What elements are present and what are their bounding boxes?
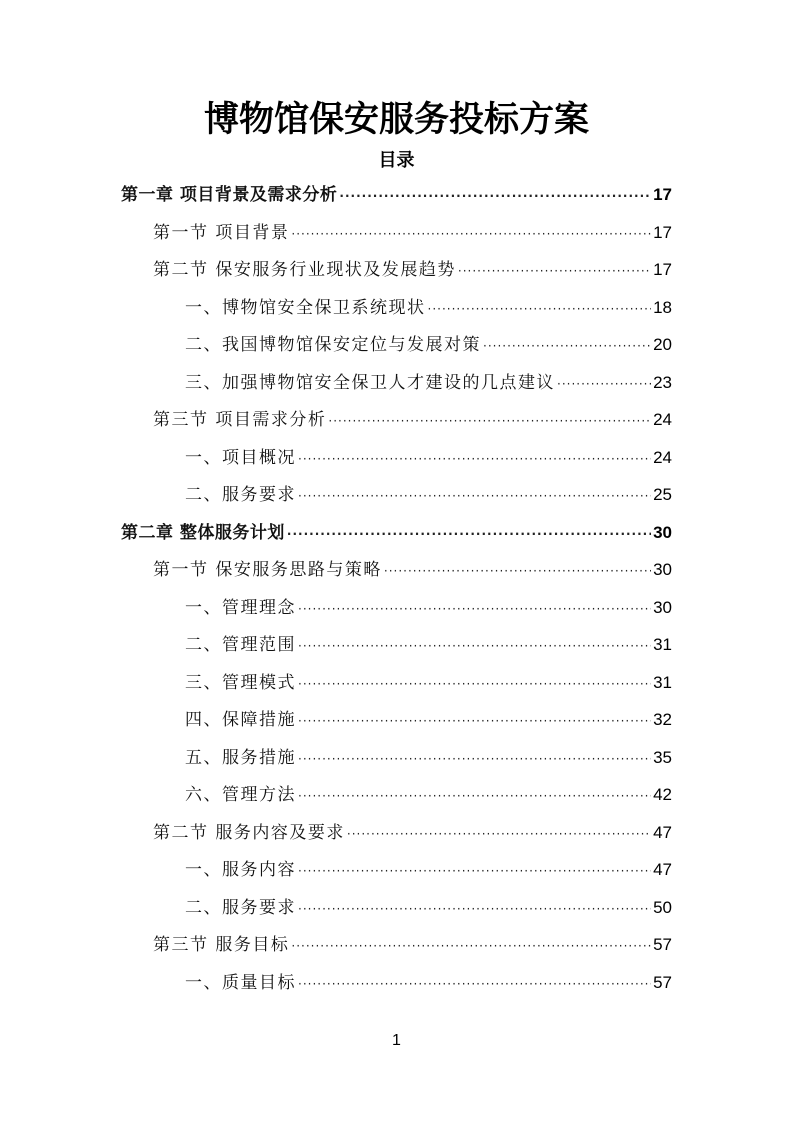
toc-entry-page: 35 bbox=[653, 748, 672, 767]
dot-leader bbox=[428, 302, 652, 316]
toc-entry[interactable] bbox=[153, 818, 672, 848]
dot-leader bbox=[298, 902, 651, 916]
toc-entry-page: 17 bbox=[653, 185, 672, 204]
toc-entry-page: 18 bbox=[653, 298, 672, 317]
toc-entry-label: 一、服务内容 bbox=[185, 860, 296, 880]
toc-entry[interactable] bbox=[153, 405, 672, 435]
toc-entry-page: 31 bbox=[653, 635, 672, 654]
dot-leader bbox=[328, 414, 651, 428]
toc-entry-label: 二、管理范围 bbox=[185, 635, 296, 655]
dot-leader bbox=[557, 377, 651, 391]
dot-leader bbox=[291, 227, 651, 241]
dot-leader bbox=[458, 264, 651, 278]
dot-leader bbox=[298, 977, 651, 991]
toc-entry[interactable] bbox=[185, 593, 672, 623]
toc-entry-label: 一、项目概况 bbox=[185, 448, 296, 468]
dot-leader bbox=[483, 339, 651, 353]
toc-entry-page: 47 bbox=[653, 860, 672, 879]
toc-entry[interactable] bbox=[185, 668, 672, 698]
dot-leader bbox=[298, 489, 651, 503]
dot-leader bbox=[298, 789, 651, 803]
toc-entry[interactable] bbox=[185, 743, 672, 773]
toc-entry-label: 二、服务要求 bbox=[185, 898, 296, 918]
toc-entry-page: 42 bbox=[653, 785, 672, 804]
toc-entry-page: 30 bbox=[653, 598, 672, 617]
toc-entry-page: 57 bbox=[653, 935, 672, 954]
toc-entry-page: 17 bbox=[653, 223, 672, 242]
toc-entry-label: 二、我国博物馆保安定位与发展对策 bbox=[185, 335, 481, 355]
toc-entry[interactable] bbox=[185, 443, 672, 473]
dot-leader bbox=[298, 714, 651, 728]
toc-entry-page: 50 bbox=[653, 898, 672, 917]
toc-entry-page: 32 bbox=[653, 710, 672, 729]
toc-entry-page: 30 bbox=[653, 560, 672, 579]
toc-entry[interactable] bbox=[185, 855, 672, 885]
toc-entry[interactable] bbox=[185, 968, 672, 998]
toc-entry-page: 25 bbox=[653, 485, 672, 504]
toc-entry[interactable] bbox=[185, 893, 672, 923]
toc-entry-label: 五、服务措施 bbox=[185, 748, 296, 768]
toc-entry[interactable] bbox=[121, 518, 672, 548]
toc-entry-page: 57 bbox=[653, 973, 672, 992]
toc-entry[interactable] bbox=[153, 255, 672, 285]
toc-entry[interactable] bbox=[153, 218, 672, 248]
dot-leader bbox=[298, 752, 651, 766]
toc-entry-page: 20 bbox=[653, 335, 672, 354]
toc-entry-label: 四、保障措施 bbox=[185, 710, 296, 730]
toc-entry-label: 第三节 服务目标 bbox=[153, 935, 290, 955]
dot-leader bbox=[287, 527, 651, 541]
toc-entry-page: 23 bbox=[653, 373, 672, 392]
toc-entry-page: 47 bbox=[653, 823, 672, 842]
toc-entry-label: 第二节 保安服务行业现状及发展趋势 bbox=[153, 260, 456, 280]
toc-entry-page: 30 bbox=[653, 523, 672, 542]
toc-entry-label: 第三节 项目需求分析 bbox=[153, 410, 327, 430]
toc-entry-label: 第一节 项目背景 bbox=[153, 223, 290, 243]
toc-entry-label: 三、管理模式 bbox=[185, 673, 296, 693]
toc-entry-page: 24 bbox=[653, 448, 672, 467]
dot-leader bbox=[298, 602, 651, 616]
toc-entry[interactable] bbox=[185, 368, 672, 398]
toc-entry-label: 一、管理理念 bbox=[185, 598, 296, 618]
document-title: 博物馆保安服务投标方案 bbox=[203, 100, 589, 140]
toc-heading: 目录 bbox=[378, 150, 415, 171]
toc-entry[interactable] bbox=[153, 555, 672, 585]
page-number: 1 bbox=[392, 1032, 401, 1049]
toc-entry[interactable] bbox=[185, 630, 672, 660]
dot-leader bbox=[347, 827, 651, 841]
toc-entry[interactable] bbox=[185, 480, 672, 510]
toc-entry-label: 第二节 服务内容及要求 bbox=[153, 823, 345, 843]
dot-leader bbox=[339, 189, 651, 203]
dot-leader bbox=[384, 564, 651, 578]
toc-entry-page: 24 bbox=[653, 410, 672, 429]
dot-leader bbox=[298, 677, 651, 691]
toc-entry-label: 三、加强博物馆安全保卫人才建设的几点建议 bbox=[185, 373, 555, 393]
dot-leader bbox=[298, 452, 651, 466]
toc-entry[interactable] bbox=[185, 705, 672, 735]
toc-entry-label: 一、博物馆安全保卫系统现状 bbox=[185, 298, 426, 318]
toc-entry-page: 17 bbox=[653, 260, 672, 279]
toc-entry-label: 二、服务要求 bbox=[185, 485, 296, 505]
dot-leader bbox=[298, 864, 651, 878]
dot-leader bbox=[291, 939, 651, 953]
toc-entry-label: 第二章 整体服务计划 bbox=[121, 523, 285, 543]
toc-entry-page: 31 bbox=[653, 673, 672, 692]
toc-entry-label: 第一章 项目背景及需求分析 bbox=[121, 185, 338, 205]
dot-leader bbox=[298, 639, 651, 653]
toc-entry[interactable] bbox=[185, 293, 672, 323]
toc-entry-label: 一、质量目标 bbox=[185, 973, 296, 993]
toc-entry[interactable] bbox=[121, 180, 672, 210]
toc-entry[interactable] bbox=[153, 930, 672, 960]
toc-entry[interactable] bbox=[185, 330, 672, 360]
toc-entry-label: 六、管理方法 bbox=[185, 785, 296, 805]
toc-entry-label: 第一节 保安服务思路与策略 bbox=[153, 560, 382, 580]
toc-entry[interactable] bbox=[185, 780, 672, 810]
